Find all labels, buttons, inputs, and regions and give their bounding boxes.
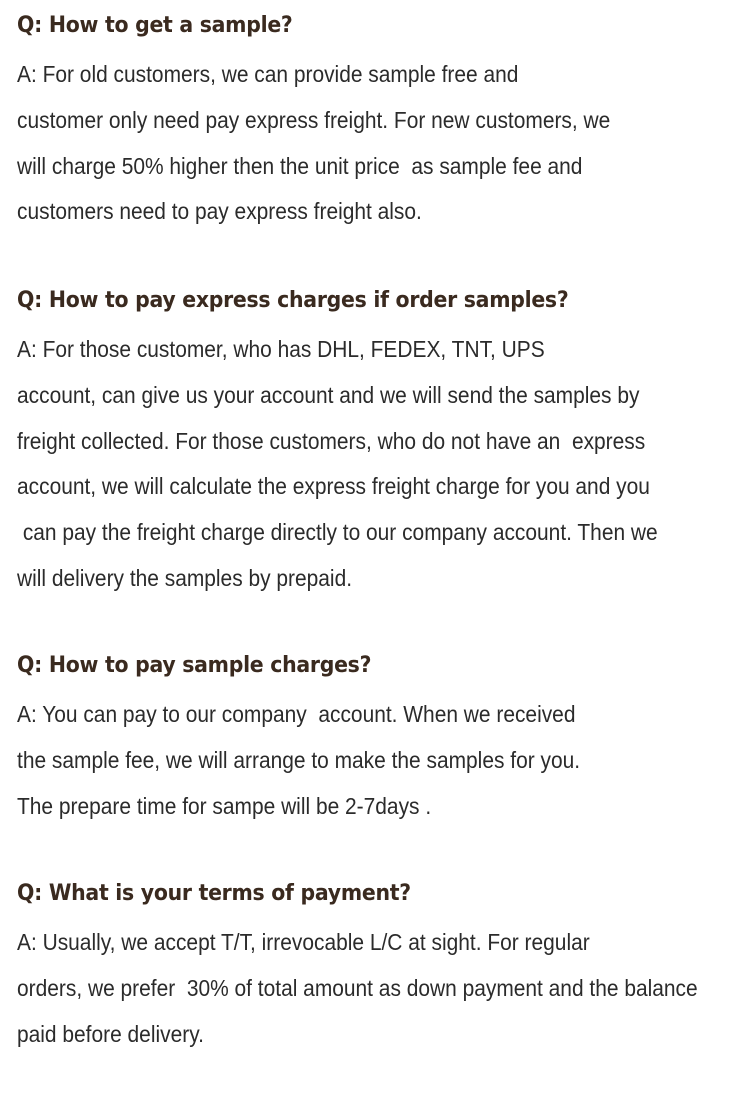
answer-line: paid before delivery. (17, 1020, 204, 1047)
faq-question: Q: How to get a sample? (17, 13, 293, 38)
faq-question: Q: What is your terms of payment? (17, 881, 411, 906)
faq-answer (17, 692, 747, 829)
answer-line: A: You can pay to our company account. When we received (17, 701, 576, 727)
answer-line: will delivery the samples by prepaid. (17, 564, 353, 591)
answer-line: A: Usually, we accept T/T, irrevocable L/C at sight. For regular (17, 929, 590, 955)
answer-line: A: For those customer, who has DHL, FEDEX, TNT, UPS (17, 336, 545, 362)
faq-question: Q: How to pay express charges if order samples? (17, 288, 569, 313)
faq-answer (17, 327, 747, 602)
answer-line: account, can give us your account and we will send the samples by (17, 381, 640, 408)
faq-item-payment-terms (17, 880, 747, 1057)
answer-line: account, we will calculate the express freight charge for you and you (17, 473, 650, 500)
answer-line: orders, we prefer 30% of total amount as down payment and the balance (17, 974, 698, 1001)
answer-line: customers need to pay express freight also. (17, 198, 422, 225)
answer-line: will charge 50% higher then the unit price as sample fee and (17, 152, 583, 179)
faq-answer (17, 920, 747, 1057)
answer-line: freight collected. For those customers, who do not have an express (17, 427, 646, 454)
answer-line: The prepare time for sampe will be 2-7days . (17, 792, 432, 819)
answer-line: A: For old customers, we can provide sample free and (17, 61, 519, 87)
answer-line: can pay the freight charge directly to our company account. Then we (17, 519, 658, 546)
faq-item-express-charges (17, 287, 747, 602)
faq-question: Q: How to pay sample charges? (17, 653, 372, 678)
answer-line: customer only need pay express freight. For new customers, we (17, 106, 611, 133)
faq-item-sample (17, 12, 747, 235)
faq-item-sample-charges (17, 652, 747, 829)
answer-line: the sample fee, we will arrange to make the samples for you. (17, 746, 581, 773)
faq-answer (17, 52, 747, 235)
